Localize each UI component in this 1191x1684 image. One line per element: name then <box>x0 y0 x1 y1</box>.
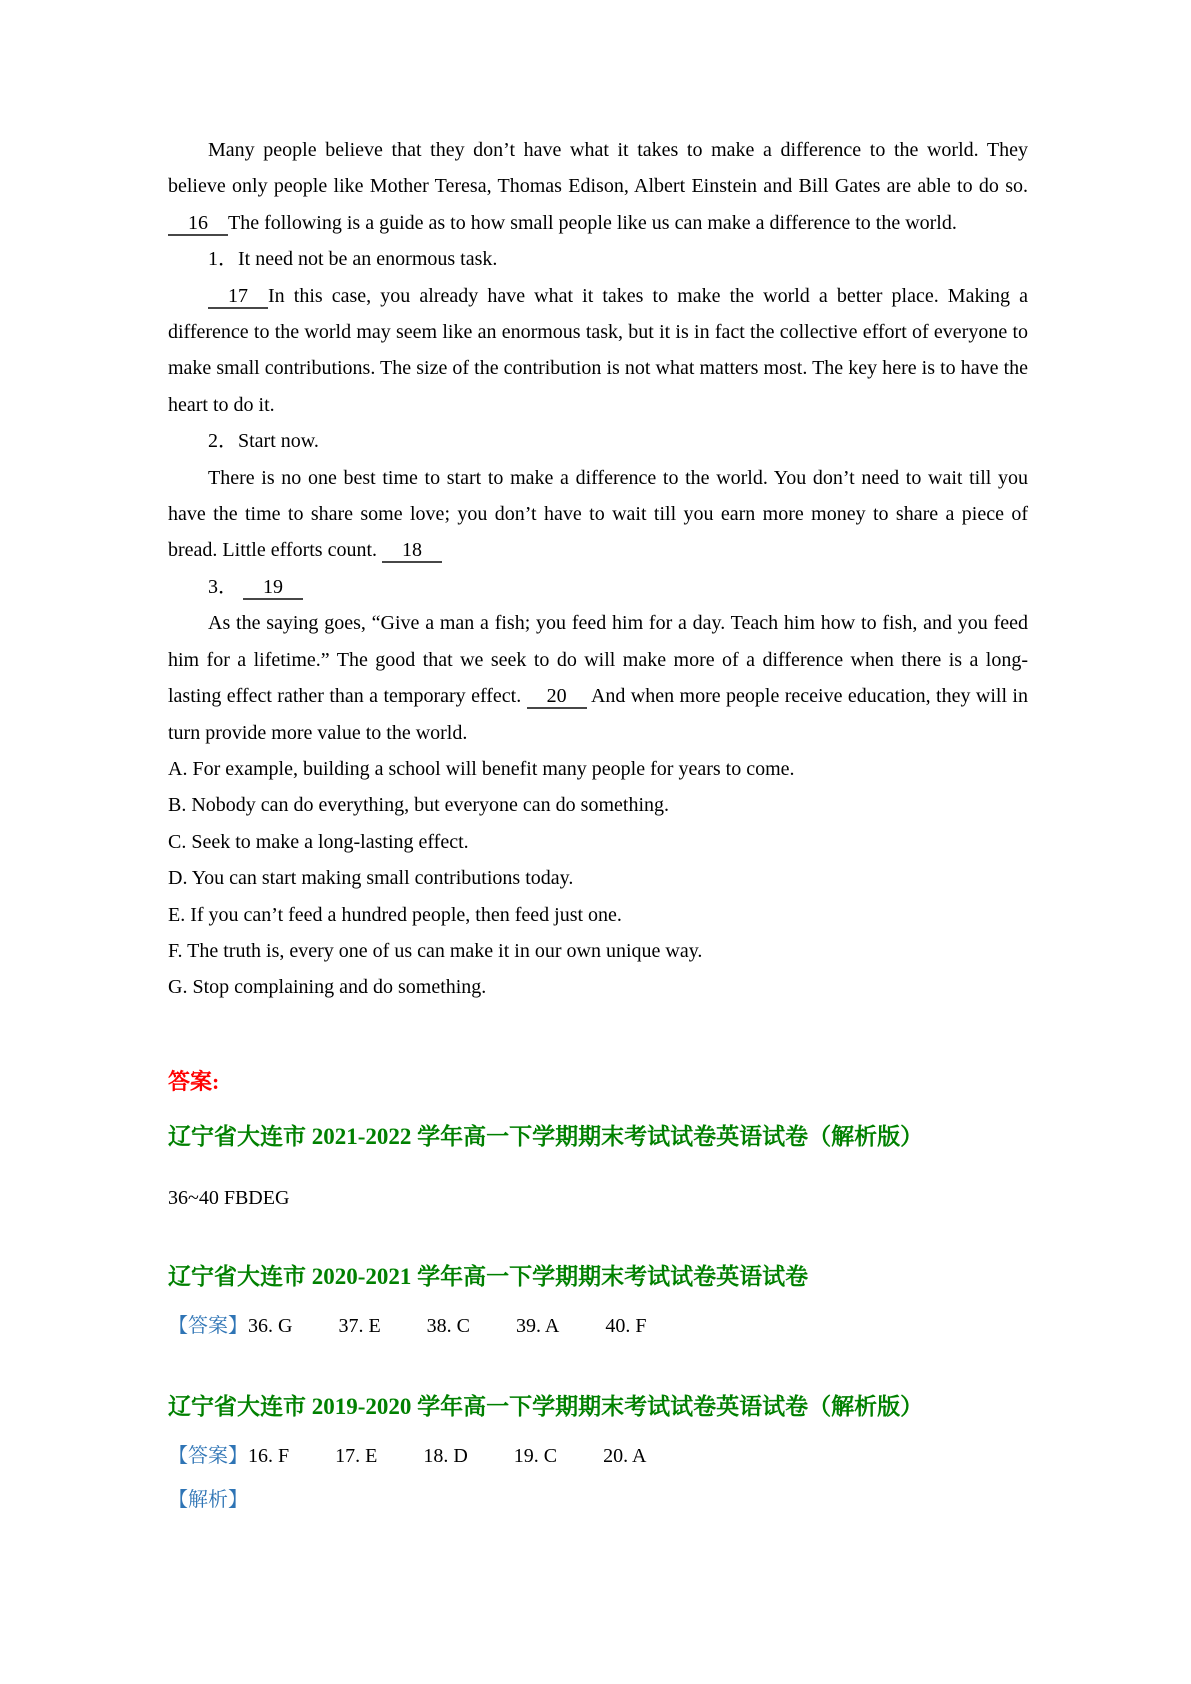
answer-item: 18. D <box>423 1445 468 1468</box>
blank-18-number: 18 <box>402 539 423 562</box>
answer-line-2021-2022: 36~40 FBDEG <box>168 1187 290 1210</box>
option-d: D. You can start making small contributions today. <box>168 867 574 890</box>
paragraph-2-text: In this case, you already have what it takes to make the world a better place. Making a difference to the world may seem like an enormous task, but it is in fact the collective effort of everyone to make small contributions. The size of the contribution is not what matters most. The key here is to have the heart to do it. <box>168 284 1028 416</box>
blank-16 <box>168 213 228 236</box>
paragraph-3-text: There is no one best time to start to make a difference to the world. You don’t need to wait till you have the time to share some love; you don’t have to wait till you earn more money to share a piece of bread. Little efforts count. <box>168 466 1028 562</box>
blank-19-number: 19 <box>263 575 283 598</box>
option-f: F. The truth is, every one of us can make it in our own unique way. <box>168 939 703 962</box>
answer-row-2020-2021 <box>168 1312 1028 1340</box>
answer-item: 38. C <box>426 1315 471 1338</box>
option-c: C. Seek to make a long-lasting effect. <box>168 830 469 853</box>
blank-17 <box>208 286 268 309</box>
option-b: B. Nobody can do everything, but everyone can do something. <box>168 794 669 817</box>
passage-paragraph-1 <box>168 132 1028 241</box>
paragraph-1-text-post: The following is a guide as to how small people like us can make a difference to the world. <box>228 211 957 234</box>
answer-item: 16. F <box>248 1445 290 1468</box>
answer-item: 36. G <box>248 1315 293 1338</box>
paragraph-4-text-pre: As the saying goes, “Give a man a fish; you feed him for a day. Teach him how to fish, and you feed him for a lifetime.” The good that we seek to do will make more of a difference when there is a long-lasting effect rather than a temporary effect. <box>168 612 1028 708</box>
answer-label: 【答案】 <box>168 1445 248 1468</box>
section-title-2021-2022: 辽宁省大连市 2021-2022 学年高一下学期期末考试试卷英语试卷（解析版） <box>168 1124 924 1150</box>
analysis-row <box>168 1486 1028 1514</box>
document-content <box>168 132 1028 1514</box>
option-a: A. For example, building a school will benefit many people for years to come. <box>168 757 795 780</box>
option-e: E. If you can’t feed a hundred people, then feed just one. <box>168 903 622 926</box>
answer-item: 17. E <box>335 1445 378 1468</box>
blank-20 <box>527 686 587 709</box>
passage-paragraph-2 <box>168 278 1028 424</box>
blank-16-number: 16 <box>188 211 208 234</box>
blank-18 <box>382 540 442 563</box>
blank-17-number: 17 <box>228 284 248 307</box>
section-title-2020-2021: 辽宁省大连市 2020-2021 学年高一下学期期末考试试卷英语试卷 <box>168 1264 809 1290</box>
answer-label: 【答案】 <box>168 1315 248 1338</box>
paragraph-4-text-post: And when more people receive education, they will in turn provide more value to the world. <box>168 685 1028 744</box>
answer-item: 39. A <box>516 1315 560 1338</box>
paragraph-1-text-pre: Many people believe that they don’t have what it takes to make a difference to the world. They believe only people like Mother Teresa, Thomas Edison, Albert Einstein and Bill Gates are able to do so. <box>168 139 1028 198</box>
answer-row-2019-2020 <box>168 1442 1028 1470</box>
subheading-3 <box>168 569 1028 605</box>
passage-paragraph-4 <box>168 605 1028 751</box>
subheading-3-number: 3． <box>208 575 238 598</box>
answer-item: 37. E <box>338 1315 381 1338</box>
answer-item: 19. C <box>513 1445 558 1468</box>
answers-heading: 答案: <box>168 1068 220 1094</box>
section-title-2019-2020: 辽宁省大连市 2019-2020 学年高一下学期期末考试试卷英语试卷（解析版） <box>168 1394 924 1420</box>
answer-item: 40. F <box>605 1315 647 1338</box>
blank-20-number: 20 <box>546 685 567 708</box>
subheading-1: 1．It need not be an enormous task. <box>208 248 498 271</box>
subheading-2: 2．Start now. <box>208 430 319 453</box>
answer-item: 20. A <box>603 1445 647 1468</box>
analysis-label: 【解析】 <box>168 1489 248 1512</box>
blank-19 <box>243 577 303 600</box>
option-g: G. Stop complaining and do something. <box>168 976 487 999</box>
passage-paragraph-3 <box>168 460 1028 569</box>
